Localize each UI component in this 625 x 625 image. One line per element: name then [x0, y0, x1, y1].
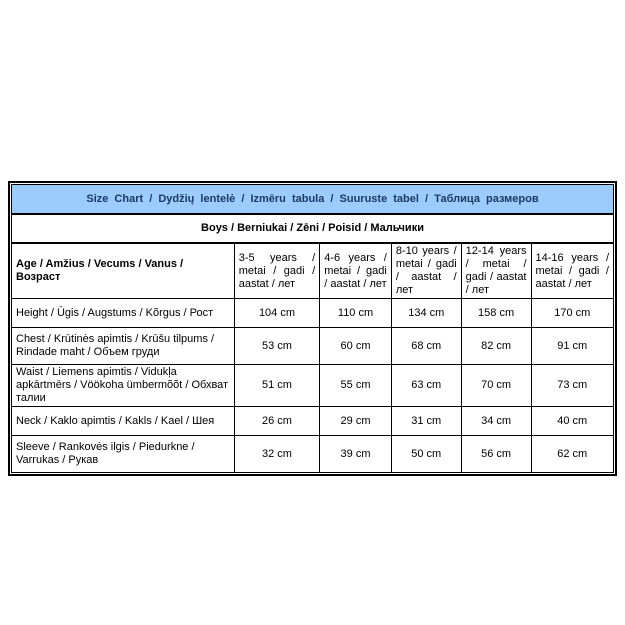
neck-value-5: 40 cm	[531, 407, 614, 436]
age-column-header-2: 4-6 years / metai / gadi / aastat / лет	[320, 243, 392, 299]
gender-subtitle: Boys / Berniukai / Zēni / Poisid / Мальчики	[12, 214, 614, 243]
waist-row-label: Waist / Liemens apimtis / Vidukļa apkārtmērs / Vöökoha ümbermõõt / Обхват талии	[12, 365, 235, 407]
waist-value-5: 73 cm	[531, 365, 614, 407]
chest-row-label: Chest / Krūtinės apimtis / Krūšu tilpums / Rindade maht / Объем груди	[12, 328, 235, 365]
waist-value-4: 70 cm	[461, 365, 531, 407]
subtitle-row	[12, 214, 614, 243]
sleeve-row	[12, 436, 614, 473]
age-column-header-5: 14-16 years / metai / gadi / aastat / лет	[531, 243, 614, 299]
sleeve-row-label: Sleeve / Rankovės ilgis / Piedurkne / Varrukas / Рукав	[12, 436, 235, 473]
waist-value-1: 51 cm	[234, 365, 319, 407]
chest-value-3: 68 cm	[391, 328, 461, 365]
chest-value-1: 53 cm	[234, 328, 319, 365]
height-value-4: 158 cm	[461, 299, 531, 328]
sleeve-value-1: 32 cm	[234, 436, 319, 473]
height-row	[12, 299, 614, 328]
size-chart-table-frame	[8, 181, 617, 476]
sleeve-value-5: 62 cm	[531, 436, 614, 473]
waist-row	[12, 365, 614, 407]
neck-value-1: 26 cm	[234, 407, 319, 436]
age-header-row	[12, 243, 614, 299]
chest-row	[12, 328, 614, 365]
height-row-label: Height / Ūgis / Augstums / Kõrgus / Рост	[12, 299, 235, 328]
height-value-2: 110 cm	[320, 299, 392, 328]
waist-value-2: 55 cm	[320, 365, 392, 407]
age-column-header-3: 8-10 years / metai / gadi / aastat / лет	[391, 243, 461, 299]
height-value-1: 104 cm	[234, 299, 319, 328]
sleeve-value-4: 56 cm	[461, 436, 531, 473]
height-value-5: 170 cm	[531, 299, 614, 328]
age-column-header-4: 12-14 years / metai / gadi / aastat / лет	[461, 243, 531, 299]
chest-value-4: 82 cm	[461, 328, 531, 365]
neck-value-3: 31 cm	[391, 407, 461, 436]
neck-row-label: Neck / Kaklo apimtis / Kakls / Kael / Шея	[12, 407, 235, 436]
neck-value-2: 29 cm	[320, 407, 392, 436]
age-column-header-1: 3-5 years / metai / gadi / aastat / лет	[234, 243, 319, 299]
neck-row	[12, 407, 614, 436]
height-value-3: 134 cm	[391, 299, 461, 328]
sleeve-value-2: 39 cm	[320, 436, 392, 473]
size-chart-table	[11, 184, 614, 473]
age-header-label: Age / Amžius / Vecums / Vanus / Возраст	[12, 243, 235, 299]
chest-value-5: 91 cm	[531, 328, 614, 365]
sleeve-value-3: 50 cm	[391, 436, 461, 473]
chest-value-2: 60 cm	[320, 328, 392, 365]
waist-value-3: 63 cm	[391, 365, 461, 407]
neck-value-4: 34 cm	[461, 407, 531, 436]
title-row	[12, 185, 614, 215]
size-chart-title: Size Chart / Dydžių lentelė / Izmēru tabula / Suuruste tabel / Таблица размеров	[12, 185, 614, 215]
